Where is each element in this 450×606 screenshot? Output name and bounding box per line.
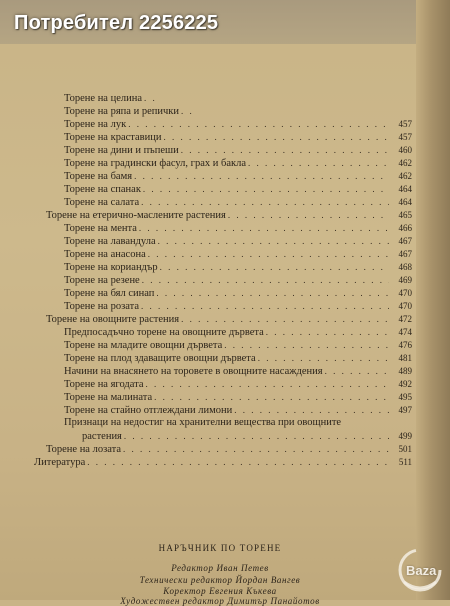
toc-entry-page: 492 <box>398 379 412 389</box>
toc-entry-label: Торене на градински фасул, грах и бакла <box>64 158 247 169</box>
toc-entry-label: Начини на внасянето на торовете в овощните насаждения <box>64 366 323 377</box>
toc-entry-label: Торене на плод здаващите овощни дървета <box>64 353 256 364</box>
toc-entry-label: Торене на дини и пъпеши <box>64 145 179 156</box>
toc-entry-page: 464 <box>398 197 412 207</box>
toc-entry-page: 474 <box>398 327 412 337</box>
toc-entry-page: 467 <box>398 236 412 246</box>
toc-entry-page: 467 <box>398 249 412 259</box>
toc-entry-label: Торене на мента <box>64 223 137 234</box>
toc-entry-page: 472 <box>398 314 412 324</box>
toc-entry-page: 499 <box>398 431 412 441</box>
bazar-watermark <box>396 548 446 596</box>
toc-entry-page: 462 <box>398 158 412 168</box>
toc-entry-page: 511 <box>398 457 412 467</box>
toc-entry-label: Торене на кориандър <box>64 262 158 273</box>
toc-entry-page: 470 <box>398 288 412 298</box>
toc-entry-label: Торене на овощните растения <box>46 314 180 325</box>
colophon-tech-editor: Технически редактор Йордан Вангев <box>139 575 301 585</box>
toc-entry-label: Торене на етерично-маслените растения <box>46 210 226 221</box>
toc-entry-label: Торене на резене <box>64 275 140 286</box>
toc-entry-label: Литература <box>34 457 86 468</box>
toc-entry-label: Торене на младите овощни дървета <box>64 340 223 351</box>
toc-entry-page: 466 <box>398 223 412 233</box>
toc-entry-label: Торене на салата <box>64 197 140 208</box>
toc-entry-page: 465 <box>398 210 412 220</box>
colophon-art-editor: Художествен редактор Димитър Панайотов <box>120 596 320 606</box>
toc-entry-page: 489 <box>398 366 412 376</box>
toc-entry-label: Признаци на недостиг на хранителни вещества при овощните <box>64 417 342 428</box>
toc-entry-label: Торене на анасона <box>64 249 146 260</box>
user-watermark-text: Потребител 2256225 <box>14 12 219 34</box>
toc-entry-label: Предпосадъчно торене на овощните дървета <box>64 327 264 338</box>
toc-entry-page: 497 <box>398 405 412 415</box>
toc-entry-page: 468 <box>398 262 412 272</box>
toc-entry-label: Торене на бамя <box>64 171 133 182</box>
toc-entry-page: 501 <box>398 444 412 454</box>
toc-entry-label: Торене на целина <box>64 93 143 104</box>
toc-entry-page: 457 <box>398 119 412 129</box>
bazar-watermark-text: Baza <box>406 563 437 578</box>
toc-entry-label: Торене на ягодата <box>64 379 144 390</box>
toc-entry-page: 481 <box>398 353 412 363</box>
toc-entry-page: 470 <box>398 301 412 311</box>
toc-entry-page: 462 <box>398 171 412 181</box>
colophon-editor: Редактор Иван Петев <box>171 563 269 573</box>
toc-entry-page: 469 <box>398 275 412 285</box>
toc-entry-label: Торене на бял синап <box>64 288 155 299</box>
toc-entry-label: растения <box>82 431 122 442</box>
toc-entry-label: Торене на краставици <box>64 132 162 143</box>
toc-entry-label: Торене на спанак <box>64 184 141 195</box>
toc-entry-label: Торене на ряпа и репички <box>64 106 179 117</box>
toc-entry-label: Торене на стайно отглеждани лимони <box>64 405 233 416</box>
colophon-book-title: НАРЪЧНИК ПО ТОРЕНЕ <box>158 543 282 553</box>
toc-entry-label: Торене на лук <box>64 119 127 130</box>
toc-entry-label: Торене на розата <box>64 301 140 312</box>
toc-entry-page: 464 <box>398 184 412 194</box>
toc-entry-label: Торене на лозата <box>46 444 121 455</box>
toc-entry-page: 457 <box>398 132 412 142</box>
toc-entry-page: 476 <box>398 340 412 350</box>
colophon-corrector: Коректор Евгения Къкева <box>163 586 277 596</box>
toc-entry-label: Торене на малината <box>64 392 153 403</box>
toc-entry-page: 460 <box>398 145 412 155</box>
toc-entry-page: 495 <box>398 392 412 402</box>
toc-entry-label: Торене на лавандула <box>64 236 156 247</box>
